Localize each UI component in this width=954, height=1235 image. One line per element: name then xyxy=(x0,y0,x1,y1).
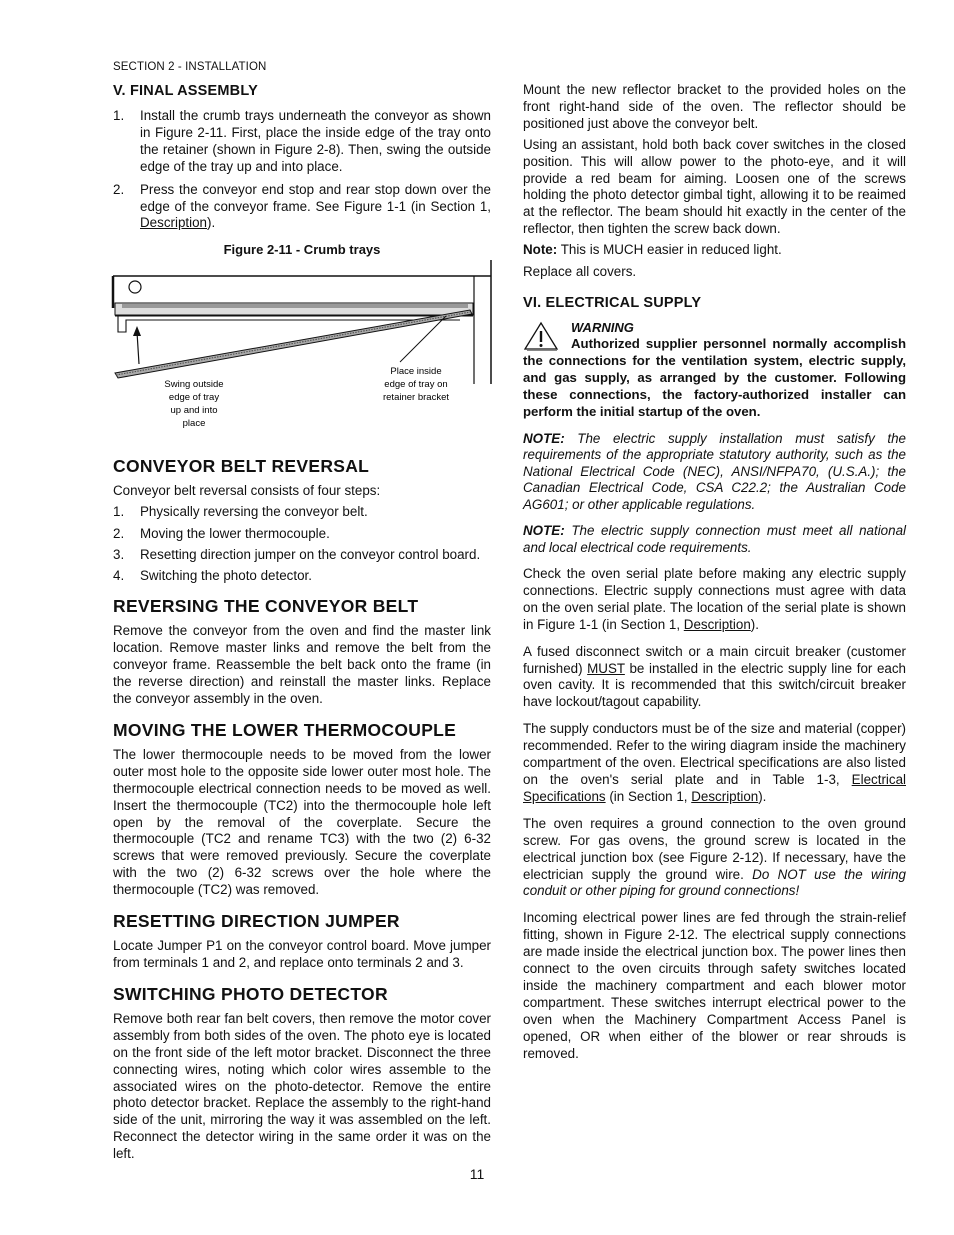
description-link[interactable]: Description xyxy=(691,788,759,804)
description-link[interactable]: Description xyxy=(140,215,207,231)
list-item xyxy=(113,547,491,564)
ground-paragraph xyxy=(523,816,906,901)
jumper-heading: RESETTING DIRECTION JUMPER xyxy=(113,911,400,932)
photo-detector-heading: SWITCHING PHOTO DETECTOR xyxy=(113,983,388,1004)
photo-detector-text: Remove both rear fan belt covers, then remove the motor cover assembly from both sides of the oven. The photo eye is located on the front side of the left motor bracket. Disconnect the three connecting wires, noting which color wires assemble to the associated wires on the photo-detector. Remove the entire photo detector bracket. Replace the assembly to the right-hand side of the unit, mirroring the way it was assembled on the left. Reconnect the detector wiring in the same order it was on the left. xyxy=(113,1010,491,1162)
thermocouple-text: The lower thermocouple needs to be moved from the lower outer most hole to the opposite side lower outer most hole. The thermocouple electrical connection needs to be moved as well. Insert the thermocouple (TC2) into the thermocouple hole left open by the removal of the coverplate. Secure the thermocouple (TC2 and rename TC3) with the two (2) 6-32 screws that were removed previously. Secure the coverplate with the two (2) 6-32 screws over the hole where the thermocouple (TC2) was removed. xyxy=(113,746,491,898)
item-number: 2. xyxy=(113,525,125,541)
place-label-1: Place inside xyxy=(390,366,442,378)
p1-text: Check the oven serial plate before making any electric supply connections. Electric supply connections must agree with data on the oven serial plate. The location of the serial plate is shown in Figure 1-1 (in Section 1, xyxy=(523,566,906,632)
note-text: This is MUCH easier in reduced light. xyxy=(557,242,782,258)
note1-label: NOTE: xyxy=(523,430,565,446)
left-column xyxy=(113,80,491,1163)
list-item xyxy=(113,526,491,543)
right-column xyxy=(523,80,906,1062)
p2-text-end: be installed in the electric supply line for each oven cavity. It is recommended that this switch/circuit breaker have lockout/tagout capability. xyxy=(523,660,906,710)
conveyor-reversal-heading: CONVEYOR BELT REVERSAL xyxy=(113,456,370,477)
item-number: 1. xyxy=(113,504,125,520)
crumb-tray-figure xyxy=(110,260,494,438)
list-item xyxy=(113,504,491,521)
warning-text: Authorized supplier personnel normally accomplish the connections for the ventilation system, electric supply, and gas supply, as arranged by the customer. Following these connections, the factory-authorized installer can perform the initial startup of the oven. xyxy=(523,335,906,419)
final-assembly-list xyxy=(113,108,491,232)
item-text-end: ). xyxy=(206,215,216,231)
item-text: Moving the lower thermocouple. xyxy=(140,525,330,541)
conductors-paragraph xyxy=(523,721,906,806)
p4-italic-text: Do NOT use the wiring conduit or other piping for ground connections! xyxy=(523,866,906,899)
item-text: Install the crumb trays underneath the conveyor as shown in Figure 2-11. First, place the inside edge of the tray onto the retainer (shown in Figure 2-8). Then, swing the outside edge of the tray up and into place. xyxy=(140,108,491,174)
conveyor-reversal-intro: Conveyor belt reversal consists of four steps: xyxy=(113,483,381,499)
note2-paragraph xyxy=(523,523,906,556)
swing-label-4: place xyxy=(182,418,206,430)
list-item xyxy=(113,182,491,233)
electrical-heading: VI. ELECTRICAL SUPPLY xyxy=(523,294,702,311)
swing-label-2: edge of tray xyxy=(168,392,220,404)
description-link[interactable]: Description xyxy=(683,616,751,632)
jumper-text: Locate Jumper P1 on the conveyor control board. Move jumper from terminals 1 and 2, and replace onto terminals 2 and 3. xyxy=(113,938,491,970)
p2-text: A fused disconnect switch or a main circuit breaker (customer furnished) xyxy=(523,643,906,676)
item-text: Switching the photo detector. xyxy=(140,568,312,584)
note1-text: The electric supply installation must satisfy the requirements of the appropriate statutory authority, such as the National Electrical Code (NEC), ANSI/NFPA70, (U.S.A.); the Canadian Electrical Code, CSA C22.2; the Australian Code AG601; or other applicable regulations. xyxy=(523,430,906,512)
note-label: Note: xyxy=(523,242,558,258)
warning-label: WARNING xyxy=(571,319,634,335)
item-number: 4. xyxy=(113,568,125,584)
list-item xyxy=(113,568,491,585)
list-item xyxy=(113,108,491,176)
swing-label-3: up and into xyxy=(170,405,218,417)
note-paragraph xyxy=(523,242,906,259)
electrical-specs-link[interactable]: Electrical Specifications xyxy=(523,771,906,804)
item-number: 1. xyxy=(113,108,125,123)
place-label-3: retainer bracket xyxy=(382,392,450,404)
place-label-2: edge of tray on xyxy=(384,379,448,391)
power-lines-paragraph: Incoming electrical power lines are fed through the strain-relief fitting, shown in Figure 2-12. The electrical supply connections are made inside the electrical junction box. The power lines then connect to the oven circuits through safety switches located inside the machinery compartment and each blower motor compartment. These switches interrupt electrical power to the oven when the Machinery Compartment Access Panel is opened, OR when either of the blower or rear shrouds is removed. xyxy=(523,910,906,1061)
item-number: 3. xyxy=(113,547,125,563)
must-text: MUST xyxy=(587,660,625,676)
disconnect-paragraph xyxy=(523,644,906,712)
reversing-belt-text: Remove the conveyor from the oven and find the master link location. Remove master links and remove the belt from the conveyor frame. Reassemble the belt back onto the frame (in the reverse direction) and reinstall the master links. Replace the conveyor assembly in the oven. xyxy=(113,623,491,706)
p3-text: The supply conductors must be of the size and material (copper) recommended. Refer to the wiring diagram inside the machinery compartment of the oven. Electrical specifications are also listed on the oven's serial plate and in Table 1-3, xyxy=(523,721,906,787)
item-text: Physically reversing the conveyor belt. xyxy=(140,504,368,520)
serial-plate-paragraph xyxy=(523,566,906,634)
reversing-belt-heading: REVERSING THE CONVEYOR BELT xyxy=(113,596,419,617)
replace-covers-paragraph: Replace all covers. xyxy=(523,264,637,280)
thermocouple-heading: MOVING THE LOWER THERMOCOUPLE xyxy=(113,719,457,740)
reflector-paragraph: Mount the new reflector bracket to the provided holes on the front right-hand side of the oven. The reflector should be positioned just above the conveyor belt. xyxy=(523,82,906,131)
assistant-paragraph: Using an assistant, hold both back cover switches in the closed position. This will allow power to the photo-eye, and it will provide a red beam for aiming. Loosen one of the screws holding the photo detector gimbal tight, allowing it to be reaimed at the reflector. The beam should hit exactly in the center of the reflector, then tighten the screw back down. xyxy=(523,136,906,237)
p3-text-mid: (in Section 1, xyxy=(605,788,692,804)
conveyor-reversal-steps xyxy=(113,504,491,585)
page-number: 11 xyxy=(469,1166,485,1182)
item-text: Resetting direction jumper on the conveyor control board. xyxy=(140,547,481,563)
warning-icon xyxy=(523,321,559,351)
p4-text: The oven requires a ground connection to the oven ground screw. For gas ovens, the ground screw is located in the electrical junction box (see Figure 2-12). If necessary, have the electrician supply the ground wire. xyxy=(523,815,906,882)
note1-paragraph xyxy=(523,431,906,514)
item-number: 2. xyxy=(113,181,125,197)
item-text: Press the conveyor end stop and rear stop down over the edge of the conveyor frame. See Figure 1-1 (in Section 1, xyxy=(140,181,491,214)
final-assembly-heading: V. FINAL ASSEMBLY xyxy=(113,83,258,99)
p1-text-end: ). xyxy=(750,616,759,632)
warning-block xyxy=(523,320,906,421)
p3-text-end: ). xyxy=(758,788,767,804)
note2-text: The electric supply connection must meet all national and local electrical code requirements. xyxy=(523,523,906,555)
section-header: SECTION 2 - INSTALLATION xyxy=(113,61,267,73)
note2-label: NOTE: xyxy=(523,523,565,538)
figure-title: Figure 2-11 - Crumb trays xyxy=(223,242,381,258)
swing-label-1: Swing outside xyxy=(164,379,224,391)
